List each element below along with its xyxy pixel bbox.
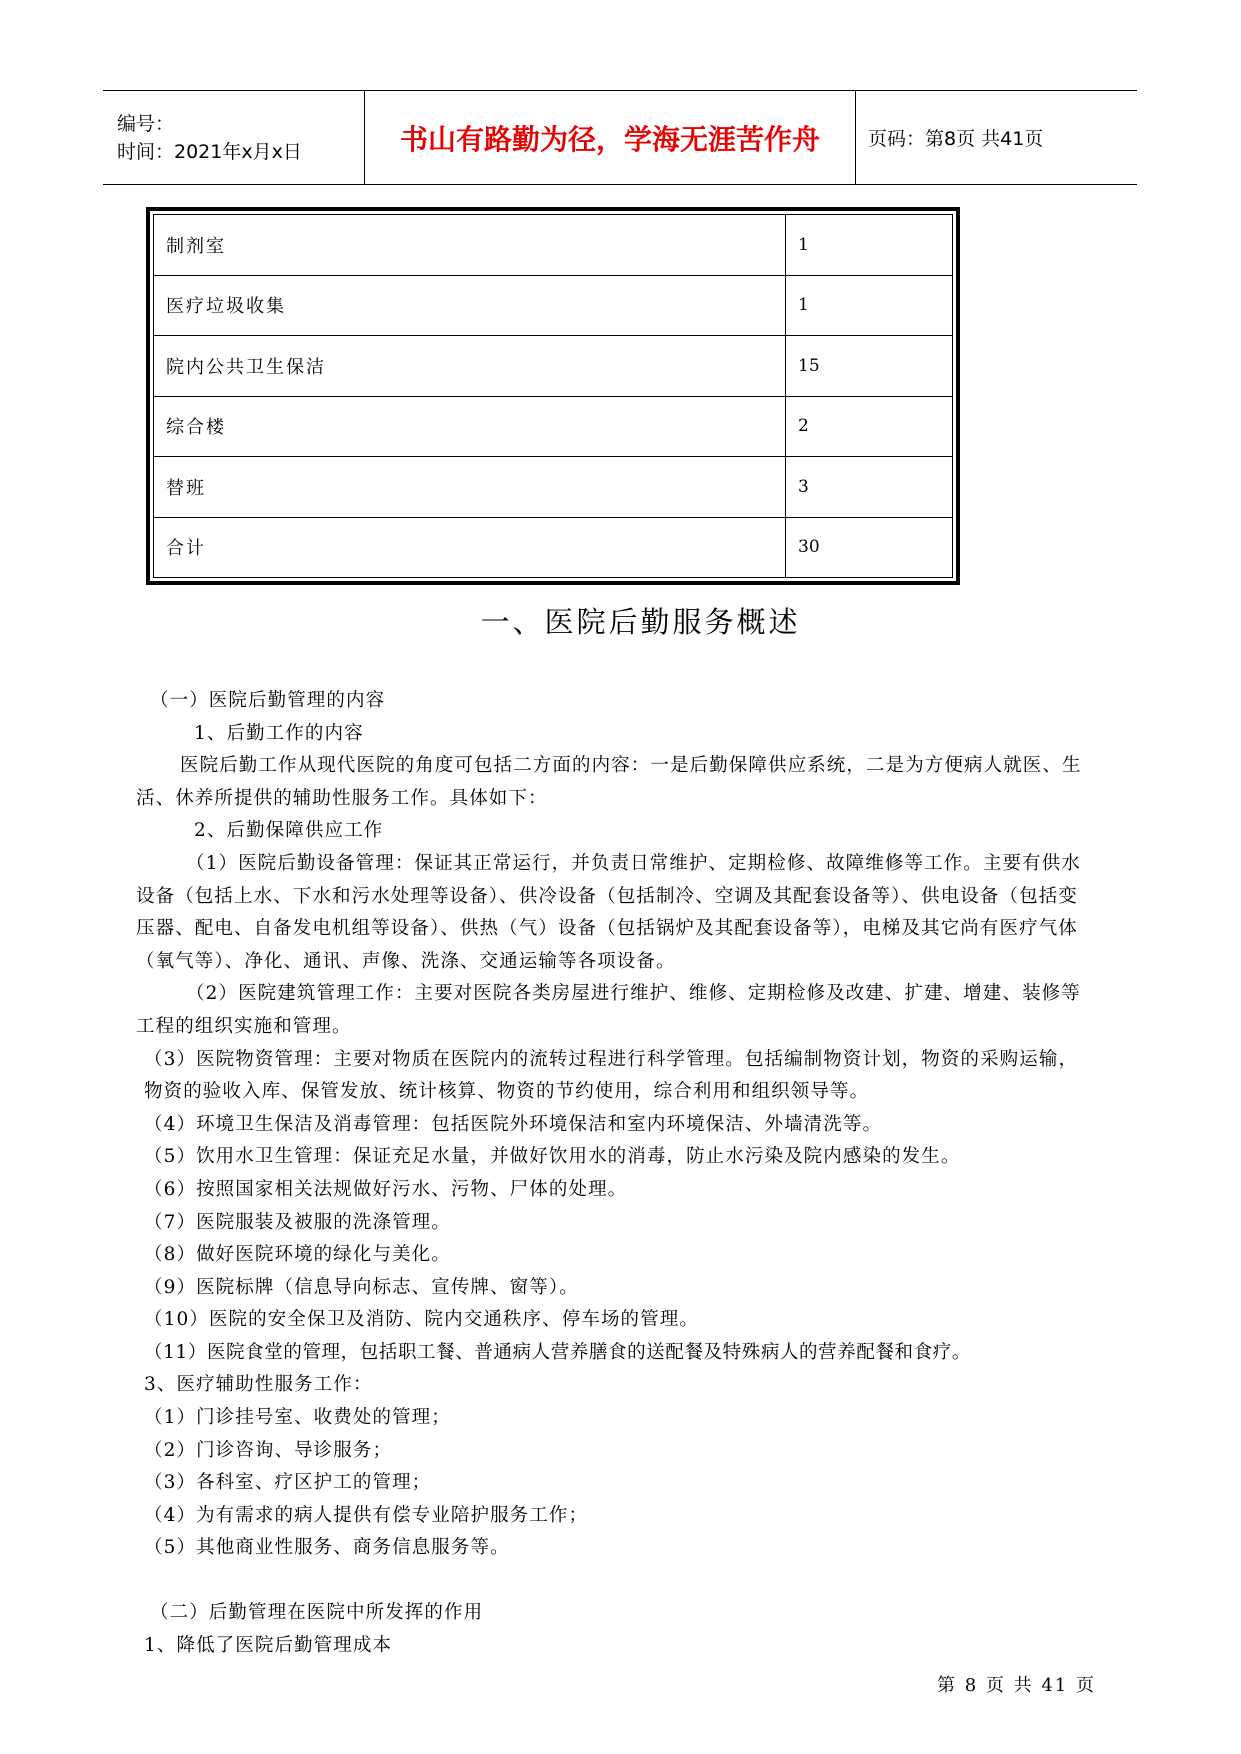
staff-table-frame bbox=[146, 207, 960, 585]
table-row bbox=[154, 517, 953, 578]
paragraph: 2、后勤保障供应工作 bbox=[194, 820, 384, 842]
paragraph: （10）医院的安全保卫及消防、院内交通秩序、停车场的管理。 bbox=[144, 1309, 699, 1331]
row-count: 2 bbox=[786, 396, 953, 457]
header-meta bbox=[103, 91, 365, 184]
row-name: 院内公共卫生保洁 bbox=[154, 336, 786, 397]
page-header bbox=[103, 90, 1137, 185]
row-count: 1 bbox=[786, 275, 953, 336]
paragraph: （3）医院物资管理：主要对物质在医院内的流转过程进行科学管理。包括编制物资计划，物资的采购运输，物资的验收入库、保管发放、统计核算、物资的节约使用，综合利用和组织领导等。 bbox=[144, 1048, 1079, 1103]
table-row bbox=[154, 275, 953, 336]
paragraph: （二）后勤管理在医院中所发挥的作用 bbox=[150, 1602, 484, 1624]
table-row bbox=[154, 396, 953, 457]
paragraph: （5）其他商业性服务、商务信息服务等。 bbox=[144, 1537, 510, 1559]
paragraph: 3、医疗辅助性服务工作： bbox=[144, 1374, 373, 1396]
paragraph: （4）为有需求的病人提供有偿专业陪护服务工作； bbox=[144, 1504, 589, 1526]
paragraph: （一）医院后勤管理的内容 bbox=[150, 690, 386, 711]
number-label: 编号： bbox=[117, 112, 175, 135]
row-name: 制剂室 bbox=[154, 215, 786, 276]
row-count: 15 bbox=[786, 336, 953, 397]
paragraph: （6）按照国家相关法规做好污水、污物、尸体的处理。 bbox=[144, 1178, 628, 1200]
time-label: 时间：2021年x月x日 bbox=[117, 140, 302, 163]
paragraph: （2）医院建筑管理工作：主要对医院各类房屋进行维护、维修、定期检修及改建、扩建、增建、装修等工程的组织实施和管理。 bbox=[136, 983, 1081, 1037]
paragraph: （4）环境卫生保洁及消毒管理：包括医院外环境保洁和室内环境保洁、外墙清洗等。 bbox=[144, 1113, 883, 1135]
paragraph: （3）各科室、疗区护工的管理； bbox=[144, 1472, 432, 1494]
header-motto: 书山有路勤为径，学海无涯苦作舟 bbox=[365, 91, 856, 184]
row-count: 3 bbox=[786, 457, 953, 518]
paragraph: （11）医院食堂的管理，包括职工餐、普通病人营养膳食的送配餐及特殊病人的营养配餐和食疗。 bbox=[144, 1341, 971, 1363]
row-count: 30 bbox=[786, 517, 953, 578]
row-name: 合计 bbox=[154, 517, 786, 578]
paragraph: （7）医院服装及被服的洗涤管理。 bbox=[144, 1211, 451, 1233]
document-body bbox=[136, 685, 1094, 1662]
spacer bbox=[150, 1565, 1094, 1597]
table-row bbox=[154, 457, 953, 518]
section-title: 一、医院后勤服务概述 bbox=[480, 605, 801, 639]
paragraph: （1）医院后勤设备管理：保证其正常运行，并负责日常维护、定期检修、故障维修等工作。主要有供水设备（包括上水、下水和污水处理等设备）、供冷设备（包括制冷、空调及其配套设备等）、供电设备（包括变压器、配电、自备发电机组等设备）、供热（气）设备（包括锅炉及其配套设备等），电梯及其它尚有医疗气体（氧气等）、净化、通讯、声像、洗涤、交通运输等各项设备。 bbox=[136, 852, 1081, 972]
paragraph: 1、后勤工作的内容 bbox=[194, 722, 364, 744]
row-name: 综合楼 bbox=[154, 396, 786, 457]
paragraph: 医院后勤工作从现代医院的角度可包括二方面的内容：一是后勤保障供应系统，二是为方便病人就医、生活、休养所提供的辅助性服务工作。具体如下： bbox=[136, 755, 1082, 809]
paragraph: （2）门诊咨询、导诊服务； bbox=[144, 1439, 393, 1461]
paragraph: （1）门诊挂号室、收费处的管理； bbox=[144, 1407, 451, 1429]
paragraph: （8）做好医院环境的绿化与美化。 bbox=[144, 1244, 451, 1266]
staff-table bbox=[153, 214, 953, 578]
paragraph: （9）医院标牌（信息导向标志、宣传牌、窗等）。 bbox=[144, 1276, 579, 1298]
row-name: 替班 bbox=[154, 457, 786, 518]
table-row bbox=[154, 336, 953, 397]
paragraph: （5）饮用水卫生管理：保证充足水量，并做好饮用水的消毒，防止水污染及院内感染的发生。 bbox=[144, 1146, 961, 1168]
header-page-code: 页码：第8页 共41页 bbox=[868, 128, 1044, 150]
paragraph: 1、降低了医院后勤管理成本 bbox=[144, 1634, 393, 1656]
table-row bbox=[154, 215, 953, 276]
row-name: 医疗垃圾收集 bbox=[154, 275, 786, 336]
page-footer: 第 8 页 共 41 页 bbox=[937, 1675, 1096, 1696]
row-count: 1 bbox=[786, 215, 953, 276]
